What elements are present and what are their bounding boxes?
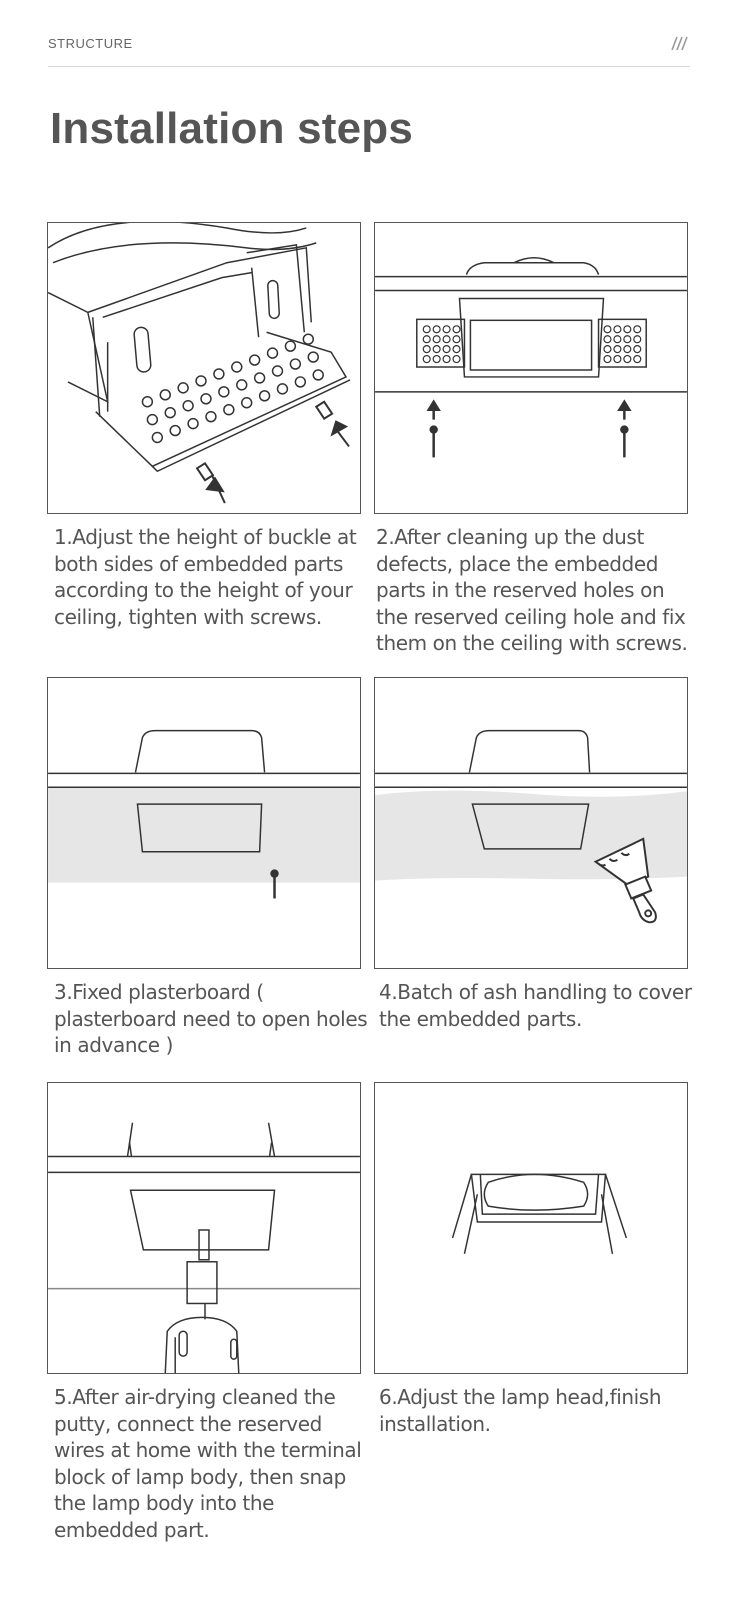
plasterboard-fixed-drawing [48,678,360,968]
step-3-caption: 3.Fixed plasterboard ( plasterboard need to open holes in advance ) [54,980,368,1058]
page-title: Installation steps [50,104,414,153]
triple-slash-icon [666,34,690,52]
bracket-with-screws-drawing [48,223,360,513]
step-2-caption: 2.After cleaning up the dust defects, place the embedded parts in the reserved holes on the reserved ceiling hole and fix them on the ceiling with screws. [376,525,688,656]
step-3-illustration [47,677,361,969]
step-5-caption: 5.After air-drying cleaned the putty, connect the reserved wires at home with the terminal block of lamp body, then snap the lamp body into the embedded part. [54,1385,362,1542]
step-1-caption: 1.Adjust the height of buckle at both sides of embedded parts according to the height of your ceiling, tighten with screws. [54,525,357,629]
step-4-illustration [374,677,688,969]
step-5-illustration [47,1082,361,1374]
step-6-illustration [374,1082,688,1374]
step-6-caption: 6.Adjust the lamp head,finish installation. [379,1385,662,1436]
lamp-wiring-drawing [48,1083,360,1373]
step-4-caption: 4.Batch of ash handling to cover the embedded parts. [379,980,692,1031]
section-label: STRUCTURE [48,36,133,51]
page-header [48,34,690,67]
putty-with-brush-drawing [375,678,687,968]
step-2-illustration [374,222,688,514]
ceiling-hole-placement-drawing [375,223,687,513]
finished-lamp-drawing [375,1083,687,1373]
step-1-illustration [47,222,361,514]
